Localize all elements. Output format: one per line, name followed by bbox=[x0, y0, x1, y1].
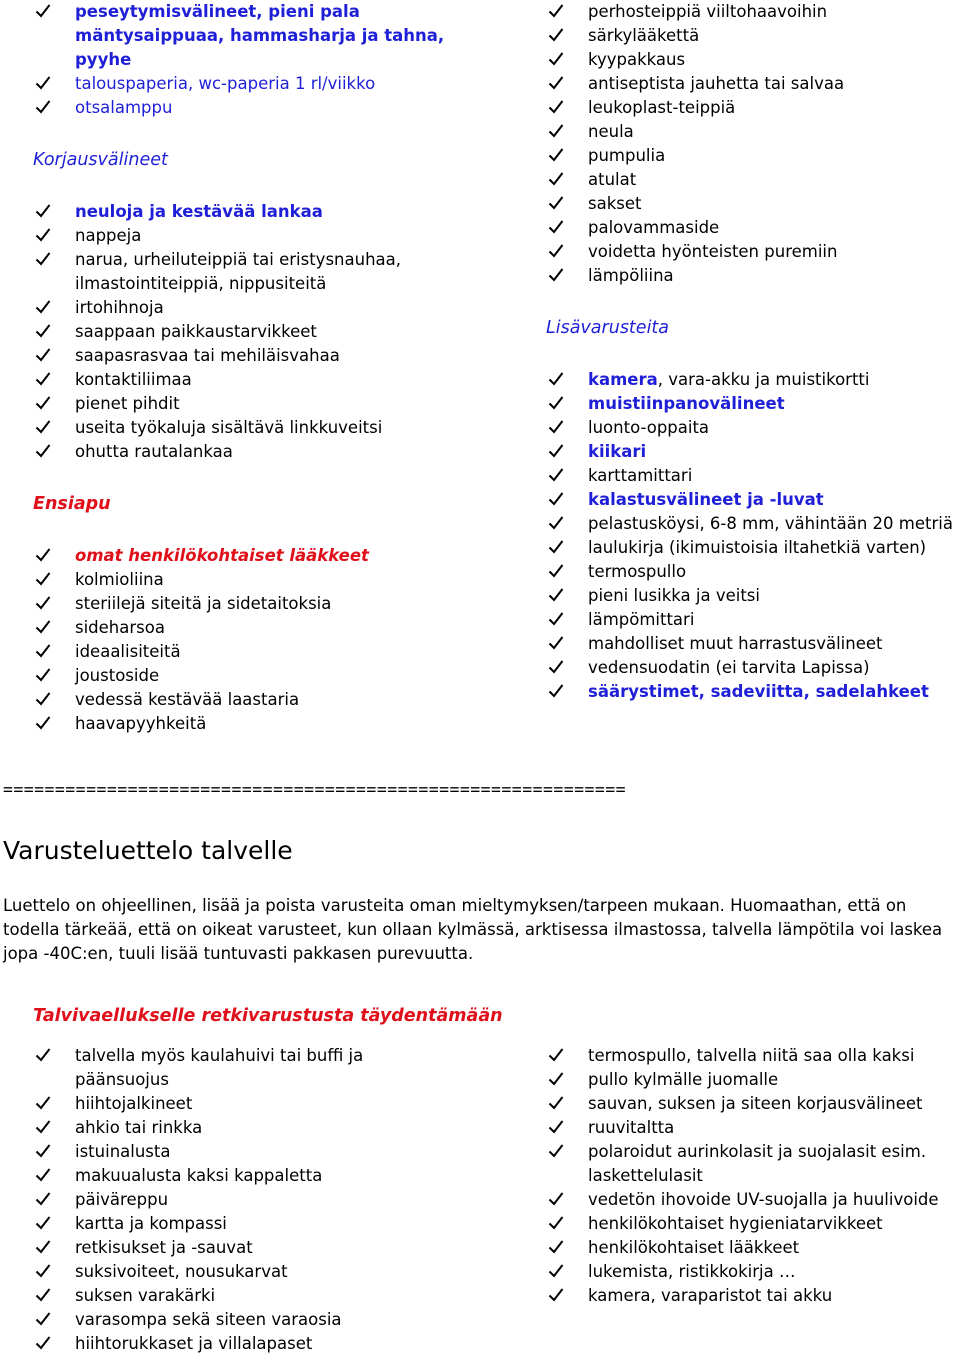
checkmark-icon bbox=[548, 635, 564, 651]
list-item-text: laulukirja (ikimuistoisia iltahetkiä varten) bbox=[588, 538, 927, 557]
checkmark-icon bbox=[548, 1095, 564, 1111]
checkmark-icon bbox=[548, 1119, 564, 1135]
left-column bbox=[35, 0, 455, 736]
list-item bbox=[548, 1188, 960, 1212]
list-item-text: saappaan paikkaustarvikkeet bbox=[75, 322, 317, 341]
list-item bbox=[548, 1044, 960, 1068]
list-item-text: kiikari bbox=[588, 442, 647, 461]
list-item-text: saapasrasvaa tai mehiläisvahaa bbox=[75, 346, 340, 365]
checkmark-icon bbox=[548, 3, 564, 19]
checkmark-icon bbox=[548, 611, 564, 627]
list-item bbox=[35, 248, 455, 296]
checkmark-icon bbox=[35, 323, 51, 339]
list-item-text: useita työkaluja sisältävä linkkuveitsi bbox=[75, 418, 383, 437]
list-item bbox=[35, 712, 455, 736]
list-item-text: neuloja ja kestävää lankaa bbox=[75, 202, 323, 221]
hygiene-list bbox=[35, 0, 455, 120]
list-item-text: mahdolliset muut harrastusvälineet bbox=[588, 634, 883, 653]
checkmark-icon bbox=[35, 1263, 51, 1279]
right-column bbox=[548, 0, 960, 704]
list-item bbox=[548, 608, 960, 632]
list-item bbox=[548, 632, 960, 656]
list-item-text: steriilejä siteitä ja sidetaitoksia bbox=[75, 594, 332, 613]
intro-paragraph: Luettelo on ohjeellinen, lisää ja poista varusteita oman mieltymyksen/tarpeen mukaan. Huomaathan, että on todella tärkeää, että on oikeat varusteet, kun ollaan kylmässä, arktisessa ilmastossa, talvella lämpötila voi laskea jopa -40C:en, tuuli lisää tuntuvasti pakkasen purevuutta. bbox=[3, 896, 943, 963]
checkmark-icon bbox=[35, 1239, 51, 1255]
list-item-text: ahkio tai rinkka bbox=[75, 1118, 203, 1137]
list-item-text: luonto-oppaita bbox=[588, 418, 710, 437]
list-item bbox=[548, 48, 960, 72]
checkmark-icon bbox=[35, 371, 51, 387]
list-item-text: pienet pihdit bbox=[75, 394, 180, 413]
checkmark-icon bbox=[548, 515, 564, 531]
list-item-text: henkilökohtaiset hygieniatarvikkeet bbox=[588, 1214, 883, 1233]
checkmark-icon bbox=[548, 267, 564, 283]
list-item-text: lukemista, ristikkokirja … bbox=[588, 1262, 796, 1281]
list-item-text: kyypakkaus bbox=[588, 50, 686, 69]
list-item-text: kalastusvälineet ja -luvat bbox=[588, 490, 824, 509]
list-item bbox=[35, 200, 455, 224]
divider-line: ============================================================ bbox=[3, 780, 627, 799]
list-item-text: lämpömittari bbox=[588, 610, 695, 629]
checkmark-icon bbox=[548, 171, 564, 187]
list-item bbox=[548, 680, 960, 704]
checkmark-icon bbox=[548, 371, 564, 387]
checkmark-icon bbox=[35, 571, 51, 587]
list-item-text: hiihtorukkaset ja villalapaset bbox=[75, 1334, 313, 1353]
checkmark-icon bbox=[35, 667, 51, 683]
page-title: Varusteluettelo talvelle bbox=[3, 836, 293, 865]
checkmark-icon bbox=[35, 419, 51, 435]
checkmark-icon bbox=[35, 715, 51, 731]
checkmark-icon bbox=[548, 147, 564, 163]
list-item bbox=[548, 560, 960, 584]
section-heading-talvivaellus: Talvivaellukselle retkivarustusta täydentämään bbox=[33, 1006, 503, 1026]
checkmark-icon bbox=[35, 1335, 51, 1351]
list-item bbox=[35, 1332, 455, 1356]
list-item bbox=[548, 656, 960, 680]
list-item bbox=[548, 440, 960, 464]
list-item bbox=[548, 1068, 960, 1092]
winter-list-right bbox=[548, 1044, 960, 1308]
list-item-text: neula bbox=[588, 122, 634, 141]
list-item-text: vedessä kestävää laastaria bbox=[75, 690, 300, 709]
list-item bbox=[548, 392, 960, 416]
list-item-text: nappeja bbox=[75, 226, 142, 245]
checkmark-icon bbox=[548, 587, 564, 603]
checkmark-icon bbox=[548, 1215, 564, 1231]
checkmark-icon bbox=[35, 1095, 51, 1111]
checkmark-icon bbox=[548, 539, 564, 555]
checkmark-icon bbox=[35, 1119, 51, 1135]
checkmark-icon bbox=[548, 27, 564, 43]
list-item bbox=[548, 1212, 960, 1236]
list-item bbox=[35, 1284, 455, 1308]
list-item-text: talouspaperia, wc-paperia 1 rl/viikko bbox=[75, 74, 376, 93]
repair-list bbox=[35, 200, 455, 464]
list-item-text: otsalamppu bbox=[75, 98, 173, 117]
list-item bbox=[35, 1140, 455, 1164]
section-heading-lisavarusteita: Lisävarusteita bbox=[546, 318, 670, 338]
list-item-text: muistiinpanovälineet bbox=[588, 394, 785, 413]
first-aid-list-continued bbox=[548, 0, 960, 288]
checkmark-icon bbox=[548, 491, 564, 507]
list-item bbox=[548, 1236, 960, 1260]
list-item bbox=[548, 120, 960, 144]
list-item bbox=[35, 0, 455, 72]
list-item-text: ohutta rautalankaa bbox=[75, 442, 233, 461]
winter-left-column bbox=[35, 1044, 455, 1356]
list-item-text: voidetta hyönteisten puremiin bbox=[588, 242, 838, 261]
checkmark-icon bbox=[35, 1215, 51, 1231]
list-item bbox=[548, 1284, 960, 1308]
checkmark-icon bbox=[35, 227, 51, 243]
list-item bbox=[35, 224, 455, 248]
list-item bbox=[548, 168, 960, 192]
list-item-text: kolmioliina bbox=[75, 570, 164, 589]
list-item bbox=[548, 192, 960, 216]
checkmark-icon bbox=[35, 691, 51, 707]
list-item-text: retkisukset ja -sauvat bbox=[75, 1238, 253, 1257]
checkmark-icon bbox=[35, 347, 51, 363]
list-item bbox=[548, 416, 960, 440]
list-item bbox=[35, 416, 455, 440]
checkmark-icon bbox=[35, 619, 51, 635]
checkmark-icon bbox=[35, 547, 51, 563]
list-item bbox=[35, 640, 455, 664]
checkmark-icon bbox=[35, 1191, 51, 1207]
checkmark-icon bbox=[35, 395, 51, 411]
list-item bbox=[35, 392, 455, 416]
checkmark-icon bbox=[35, 299, 51, 315]
list-item-text: suksivoiteet, nousukarvat bbox=[75, 1262, 288, 1281]
checkmark-icon bbox=[548, 1071, 564, 1087]
list-item bbox=[35, 1092, 455, 1116]
list-item bbox=[548, 1116, 960, 1140]
list-item bbox=[548, 216, 960, 240]
list-item bbox=[548, 240, 960, 264]
checkmark-icon bbox=[35, 251, 51, 267]
list-item-text: haavapyyhkeitä bbox=[75, 714, 207, 733]
list-item-text: hiihtojalkineet bbox=[75, 1094, 193, 1113]
checkmark-icon bbox=[548, 195, 564, 211]
list-item bbox=[548, 264, 960, 288]
checkmark-icon bbox=[548, 75, 564, 91]
section-heading-ensiapu: Ensiapu bbox=[33, 494, 111, 514]
checkmark-icon bbox=[548, 1287, 564, 1303]
list-item-text: narua, urheiluteippiä tai eristysnauhaa, ilmastointiteippiä, nippusiteitä bbox=[75, 250, 401, 293]
list-item bbox=[548, 72, 960, 96]
checkmark-icon bbox=[548, 51, 564, 67]
list-item bbox=[35, 1116, 455, 1140]
checkmark-icon bbox=[548, 467, 564, 483]
checkmark-icon bbox=[35, 1311, 51, 1327]
list-item-text: vedetön ihovoide UV-suojalla ja huulivoide bbox=[588, 1190, 939, 1209]
checkmark-icon bbox=[548, 395, 564, 411]
checkmark-icon bbox=[35, 1143, 51, 1159]
list-item-text: kamera bbox=[588, 370, 658, 389]
checkmark-icon bbox=[35, 643, 51, 659]
list-item bbox=[548, 368, 960, 392]
list-item-text: termospullo, talvella niitä saa olla kaksi bbox=[588, 1046, 915, 1065]
list-item bbox=[35, 688, 455, 712]
list-item-text: särkylääkettä bbox=[588, 26, 700, 45]
list-item-text: kartta ja kompassi bbox=[75, 1214, 227, 1233]
checkmark-icon bbox=[35, 1047, 51, 1063]
list-item bbox=[548, 144, 960, 168]
list-item bbox=[35, 664, 455, 688]
list-item bbox=[35, 320, 455, 344]
checkmark-icon bbox=[35, 99, 51, 115]
list-item-text: termospullo bbox=[588, 562, 687, 581]
checkmark-icon bbox=[35, 1167, 51, 1183]
list-item bbox=[35, 344, 455, 368]
list-item-text: kamera, varaparistot tai akku bbox=[588, 1286, 833, 1305]
checkmark-icon bbox=[35, 203, 51, 219]
list-item bbox=[35, 96, 455, 120]
list-item bbox=[35, 368, 455, 392]
list-item-text: varasompa sekä siteen varaosia bbox=[75, 1310, 342, 1329]
list-item-text: pullo kylmälle juomalle bbox=[588, 1070, 779, 1089]
list-item bbox=[35, 568, 455, 592]
list-item-text: palovammaside bbox=[588, 218, 720, 237]
list-item-text: karttamittari bbox=[588, 466, 693, 485]
checkmark-icon bbox=[35, 3, 51, 19]
list-item-text: lämpöliina bbox=[588, 266, 674, 285]
list-item bbox=[35, 1212, 455, 1236]
list-item bbox=[35, 1236, 455, 1260]
list-item bbox=[548, 0, 960, 24]
list-item-text: kontaktiliimaa bbox=[75, 370, 192, 389]
checkmark-icon bbox=[35, 443, 51, 459]
list-item-text: sideharsoa bbox=[75, 618, 165, 637]
checkmark-icon bbox=[35, 1287, 51, 1303]
list-item-text: leukoplast-teippiä bbox=[588, 98, 736, 117]
list-item bbox=[548, 512, 960, 536]
checkmark-icon bbox=[548, 1143, 564, 1159]
checkmark-icon bbox=[548, 99, 564, 115]
checkmark-icon bbox=[35, 595, 51, 611]
list-item bbox=[35, 1308, 455, 1332]
checkmark-icon bbox=[548, 243, 564, 259]
list-item-text: atulat bbox=[588, 170, 637, 189]
list-item bbox=[548, 96, 960, 120]
list-item bbox=[35, 1188, 455, 1212]
first-aid-list bbox=[35, 544, 455, 736]
list-item bbox=[35, 1164, 455, 1188]
list-item-text: vedensuodatin (ei tarvita Lapissa) bbox=[588, 658, 870, 677]
list-item-text: sakset bbox=[588, 194, 642, 213]
winter-list-left bbox=[35, 1044, 455, 1356]
checkmark-icon bbox=[548, 1263, 564, 1279]
list-item-text: perhosteippiä viiltohaavoihin bbox=[588, 2, 828, 21]
list-item bbox=[35, 592, 455, 616]
checkmark-icon bbox=[548, 1191, 564, 1207]
checkmark-icon bbox=[548, 219, 564, 235]
list-item-text: joustoside bbox=[75, 666, 160, 685]
list-item bbox=[35, 1260, 455, 1284]
list-item-text: säärystimet, sadeviitta, sadelahkeet bbox=[588, 682, 929, 701]
list-item-text: suksen varakärki bbox=[75, 1286, 216, 1305]
list-item-text: pieni lusikka ja veitsi bbox=[588, 586, 760, 605]
checkmark-icon bbox=[548, 659, 564, 675]
list-item bbox=[35, 544, 455, 568]
checkmark-icon bbox=[548, 1047, 564, 1063]
section-heading-korjausvalineet: Korjausvälineet bbox=[33, 150, 168, 170]
list-item bbox=[35, 440, 455, 464]
checkmark-icon bbox=[548, 683, 564, 699]
checkmark-icon bbox=[548, 419, 564, 435]
checkmark-icon bbox=[548, 563, 564, 579]
list-item bbox=[548, 536, 960, 560]
list-item bbox=[35, 616, 455, 640]
checkmark-icon bbox=[548, 443, 564, 459]
list-item-text: istuinalusta bbox=[75, 1142, 171, 1161]
list-item bbox=[35, 72, 455, 96]
list-item bbox=[548, 488, 960, 512]
list-item-text: polaroidut aurinkolasit ja suojalasit esim. laskettelulasit bbox=[588, 1142, 927, 1185]
extras-list bbox=[548, 368, 960, 704]
winter-right-column bbox=[548, 1044, 960, 1308]
list-item-text: omat henkilökohtaiset lääkkeet bbox=[75, 546, 369, 565]
list-item bbox=[548, 584, 960, 608]
list-item-text: , vara-akku ja muistikortti bbox=[657, 370, 870, 389]
list-item bbox=[548, 464, 960, 488]
list-item bbox=[548, 1092, 960, 1116]
list-item-text: antiseptista jauhetta tai salvaa bbox=[588, 74, 845, 93]
list-item bbox=[548, 24, 960, 48]
list-item bbox=[35, 296, 455, 320]
list-item-text: makuualusta kaksi kappaletta bbox=[75, 1166, 323, 1185]
list-item-text: sauvan, suksen ja siteen korjausvälineet bbox=[588, 1094, 923, 1113]
list-item-text: pelastusköysi, 6-8 mm, vähintään 20 metriä bbox=[588, 514, 953, 533]
checkmark-icon bbox=[548, 1239, 564, 1255]
checkmark-icon bbox=[548, 123, 564, 139]
checkmark-icon bbox=[35, 75, 51, 91]
list-item-text: ideaalisiteitä bbox=[75, 642, 181, 661]
list-item-text: ruuvitaltta bbox=[588, 1118, 675, 1137]
list-item-text: talvella myös kaulahuivi tai buffi ja päänsuojus bbox=[75, 1046, 364, 1089]
list-item bbox=[35, 1044, 455, 1092]
list-item-text: henkilökohtaiset lääkkeet bbox=[588, 1238, 800, 1257]
list-item-text: pumpulia bbox=[588, 146, 666, 165]
list-item bbox=[548, 1140, 960, 1188]
list-item bbox=[548, 1260, 960, 1284]
list-item-text: irtohihnoja bbox=[75, 298, 164, 317]
list-item-text: peseytymisvälineet, pieni pala mäntysaippuaa, hammasharja ja tahna, pyyhe bbox=[75, 2, 445, 69]
list-item-text: päiväreppu bbox=[75, 1190, 169, 1209]
